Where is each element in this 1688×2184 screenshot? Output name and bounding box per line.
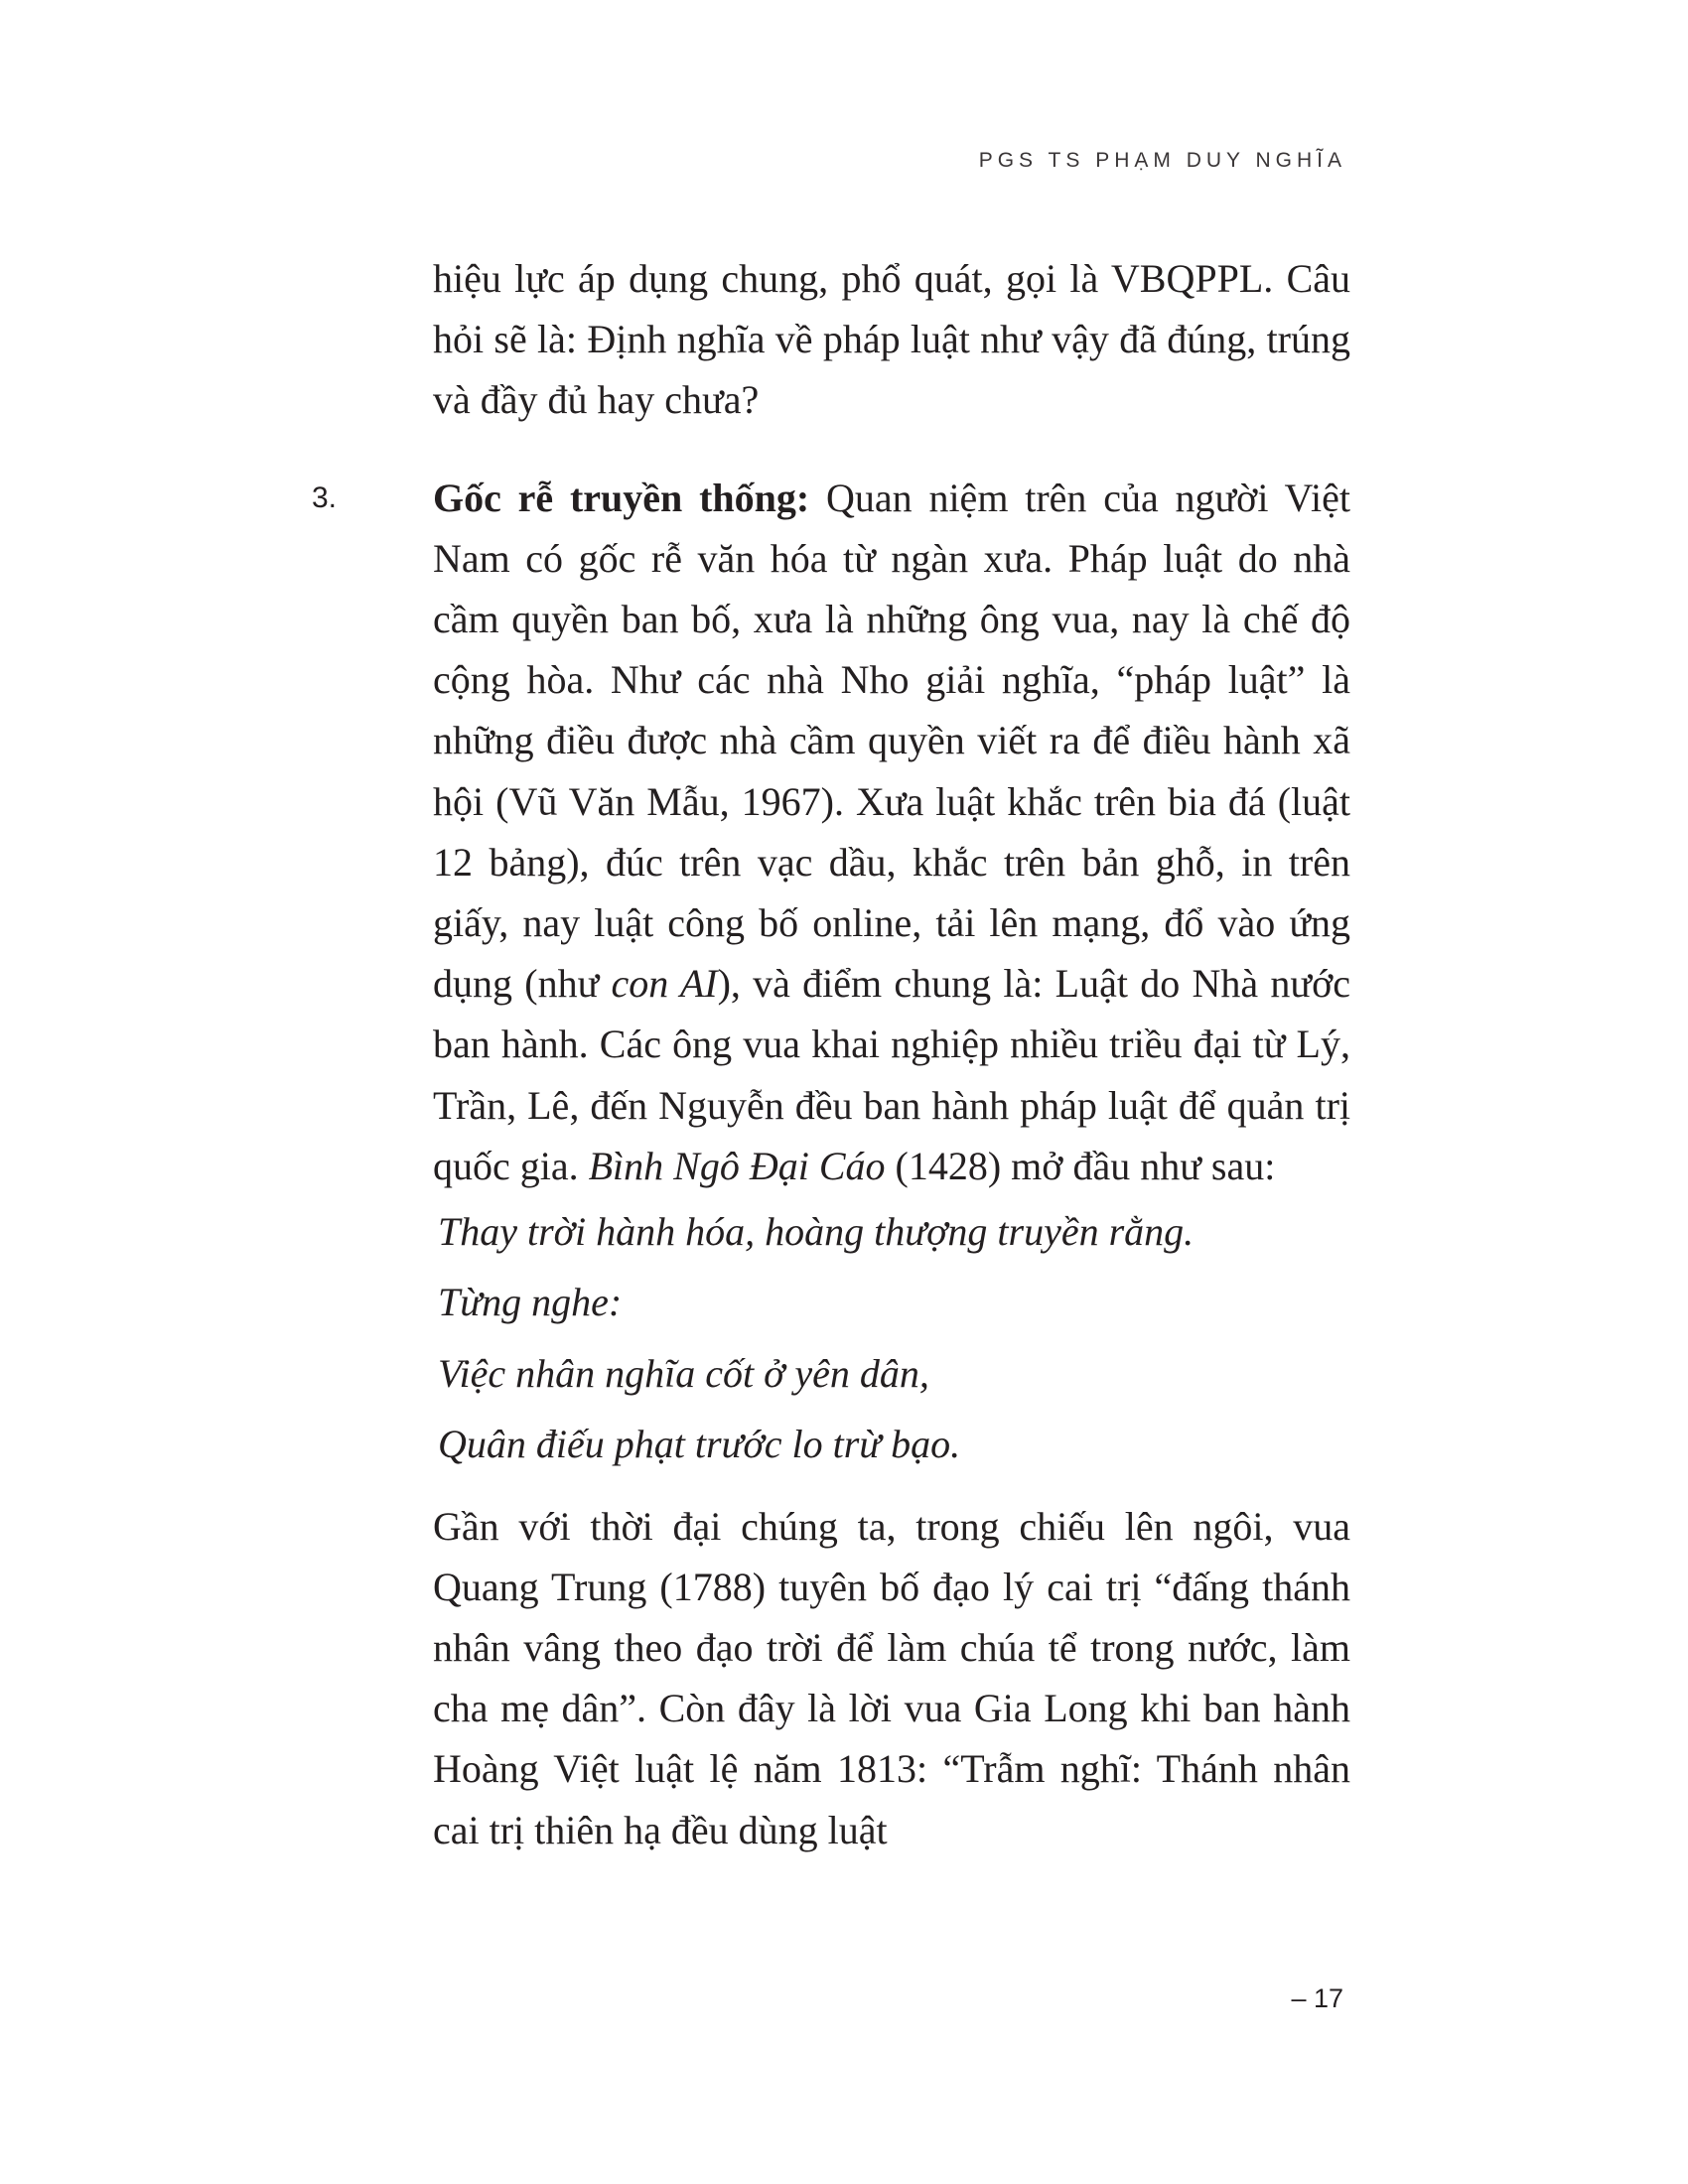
poem-line: Thay trời hành hóa, hoàng thượng truyền rằng.: [438, 1209, 1195, 1255]
poem-line: Từng nghe:: [438, 1280, 623, 1325]
after-poem-paragraph: Gần với thời đại chúng ta, trong chiếu lên ngôi, vua Quang Trung (1788) tuyên bố đạo lý cai trị “đấng thánh nhân vâng theo đạo trời để làm chúa tể trong nước, làm cha mẹ dân”. Còn đây là lời vua Gia Long khi ban hành Hoàng Việt luật lệ năm 1813: “Trẫm nghĩ: Thánh nhân cai trị thiên hạ đều dùng luật: [433, 1503, 1350, 1852]
italic-term: con AI: [611, 961, 718, 1007]
item-heading: [433, 476, 809, 520]
work-title: Bình Ngô Đại Cáo: [588, 1143, 886, 1188]
poem-quote: [433, 1209, 1350, 1467]
item-heading-colon: :: [795, 475, 810, 520]
paragraph-text-2: ), và điểm chung là: Luật do Nhà nước ban hành. Các ông vua khai nghiệp nhiều triều đại từ Lý, Trần, Lê, đến Nguyễn đều ban hành pháp luật để quản trị quốc gia.: [433, 961, 1350, 1188]
page-number: – 17: [1291, 1983, 1343, 2013]
page-body: [312, 248, 1350, 1860]
list-item-number: 3.: [312, 480, 338, 514]
poem-line: Quân điếu phạt trước lo trừ bạo.: [438, 1422, 961, 1467]
list-item-paragraph: [433, 468, 1350, 1196]
poem-line: Việc nhân nghĩa cốt ở yên dân,: [438, 1350, 929, 1396]
item-heading-text: Gốc rễ truyền thống: [433, 475, 796, 520]
paragraph-text-1: Quan niệm trên của người Việt Nam có gốc rễ văn hóa từ ngàn xưa. Pháp luật do nhà cầm quyền ban bố, xưa là những ông vua, nay là chế độ cộng hòa. Như các nhà Nho giải nghĩa, “pháp luật” là những điều được nhà cầm quyền viết ra để điều hành xã hội (Vũ Văn Mẫu, 1967). Xưa luật khắc trên bia đá (luật 12 bảng), đúc trên vạc dầu, khắc trên bản ghỗ, in trên giấy, nay luật công bố online, tải lên mạng, đổ vào ứng dụng (như: [433, 475, 1350, 1007]
paragraph-text-3: (1428) mở đầu như sau:: [885, 1143, 1276, 1188]
list-item-3: [312, 468, 1350, 1860]
continuation-paragraph: hiệu lực áp dụng chung, phổ quát, gọi là VBQPPL. Câu hỏi sẽ là: Định nghĩa về pháp luật như vậy đã đúng, trúng và đầy đủ hay chưa?: [433, 256, 1350, 423]
running-header: PGS TS PHẠM DUY NGHĨA: [978, 149, 1346, 172]
